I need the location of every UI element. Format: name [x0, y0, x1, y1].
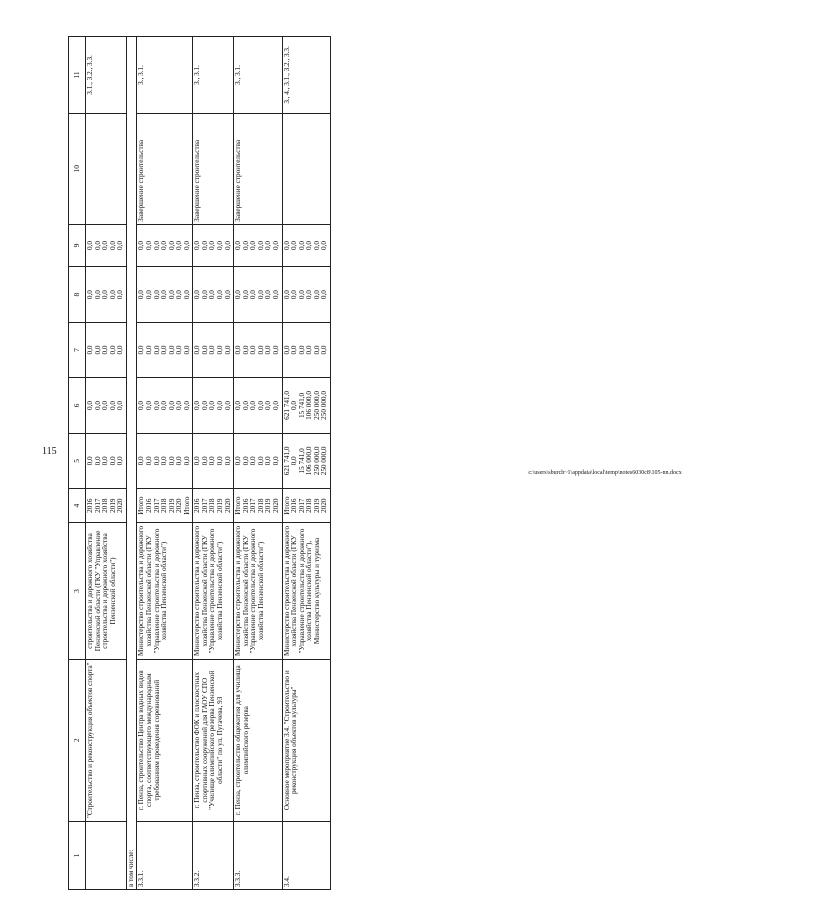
cell-value: 0,0 — [182, 456, 191, 466]
cell-value: 0,0 — [216, 400, 224, 410]
result-cell — [86, 113, 127, 224]
cell-value: 2020 — [175, 498, 184, 513]
cell-value: 2017 — [152, 498, 161, 513]
cell-value: 0,0 — [152, 345, 161, 355]
cell-value: 0,0 — [167, 456, 176, 466]
cell-value: 0,0 — [144, 456, 153, 466]
col8-cell — [137, 267, 193, 322]
cell-value: 0,0 — [200, 456, 209, 466]
cell-value: 0,0 — [116, 456, 125, 466]
cell-value: 0,0 — [182, 345, 191, 355]
measure-name: г. Пенза, строительство общежития для училища олимпийского резерва — [234, 659, 282, 821]
cell-value: 0,0 — [175, 345, 184, 355]
cell-value: 0,0 — [282, 290, 291, 300]
cell-value: 0,0 — [264, 290, 273, 300]
cell-value: 0,0 — [305, 241, 314, 251]
cell-value: 0,0 — [182, 241, 191, 251]
cell-value: 15 741,0 — [297, 448, 306, 474]
cell-value: 0,0 — [182, 290, 191, 300]
cell-value: 0,0 — [241, 241, 250, 251]
cell-value: 0,0 — [160, 456, 169, 466]
cell-value: 0,0 — [193, 400, 202, 410]
cell-value: 0,0 — [208, 456, 217, 466]
cell-value: 0,0 — [256, 456, 265, 466]
cell-value: 2018 — [305, 498, 314, 513]
col8-cell — [282, 267, 330, 322]
cell-value: 0,0 — [144, 345, 153, 355]
cell-value: 0,0 — [144, 400, 153, 410]
cell-value: 2016 — [86, 498, 94, 513]
cell-value: 0,0 — [271, 345, 280, 355]
cell-value: 0,0 — [320, 241, 329, 251]
cell-value: 0,0 — [312, 290, 321, 300]
cell-value: 2020 — [320, 498, 329, 513]
cell-value: 250 000,0 — [320, 391, 329, 420]
cell-value: 0,0 — [282, 345, 291, 355]
cell-value: 2016 — [144, 498, 153, 513]
col6-cell — [86, 378, 127, 433]
table-row — [234, 37, 282, 890]
measure-name: Основное мероприятие 3.4. "Строительство и реконструкция объектов культуры" — [282, 659, 330, 821]
cell-value: 0,0 — [175, 241, 184, 251]
cell-value: Итого — [282, 496, 291, 515]
cell-value: 0,0 — [116, 241, 125, 251]
table-row — [193, 37, 234, 890]
cell-value: 0,0 — [93, 345, 102, 355]
cell-value: 0,0 — [101, 400, 110, 410]
cell-value: 0,0 — [234, 241, 243, 251]
cell-value: 0,0 — [182, 400, 191, 410]
cell-value: 0,0 — [175, 456, 184, 466]
cell-value: 0,0 — [249, 290, 258, 300]
cell-value: 0,0 — [167, 290, 176, 300]
cell-value: 0,0 — [271, 456, 280, 466]
cell-value: 0,0 — [152, 400, 161, 410]
measure-name: г. Пенза, строительство Центра водных видов спорта, соответствующего международным требованиям проведения соревнований — [137, 659, 193, 821]
years-cell — [137, 489, 193, 523]
cell-value: 0,0 — [108, 290, 117, 300]
cell-value: 106 000,0 — [305, 391, 314, 420]
cell-value: 0,0 — [249, 400, 258, 410]
cell-value: 0,0 — [175, 400, 184, 410]
cell-value: 0,0 — [216, 290, 224, 300]
cell-value: 250 000,0 — [312, 446, 321, 476]
cell-value: 0,0 — [234, 345, 243, 355]
cell-value: 0,0 — [320, 290, 329, 300]
cell-value: 15 741,0 — [297, 392, 306, 419]
indicator-cell: 3., 4., 3.1., 3.2., 3.3. — [282, 37, 330, 114]
cell-value: 0,0 — [290, 345, 299, 355]
cell-value: 2019 — [264, 498, 273, 513]
cell-value: 0,0 — [93, 400, 102, 410]
cell-value: 106 000,0 — [305, 446, 314, 476]
cell-value: 2018 — [256, 498, 265, 513]
cell-value: 0,0 — [223, 456, 232, 466]
col5-cell — [234, 433, 282, 488]
cell-value: 0,0 — [144, 290, 153, 300]
cell-value: 0,0 — [200, 400, 209, 410]
header-cell: 8 — [69, 267, 86, 322]
cell-value: 0,0 — [137, 290, 146, 300]
header-cell: 3 — [69, 523, 86, 659]
cell-value: 0,0 — [208, 400, 217, 410]
cell-value: 0,0 — [282, 241, 291, 251]
page-number: 115 — [42, 446, 57, 457]
cell-value: 0,0 — [86, 400, 94, 410]
cell-value: 0,0 — [264, 241, 273, 251]
header-cell: 11 — [69, 37, 86, 114]
executor: Министерство строительства и дорожного хозяйства Пензенской области (ГКУ "Управление строительства и дорожного хозяйства Пензенской области") — [193, 523, 234, 659]
cell-value: 0,0 — [108, 456, 117, 466]
cell-value: 0,0 — [241, 290, 250, 300]
cell-value: 0,0 — [193, 456, 202, 466]
col5-cell — [282, 433, 330, 488]
header-cell: 1 — [69, 821, 86, 889]
indicator-cell: 3., 3.1. — [193, 37, 234, 114]
cell-value: 0,0 — [216, 241, 224, 251]
cell-value: 0,0 — [137, 456, 146, 466]
years-cell — [86, 489, 127, 523]
cell-value: Итого — [182, 496, 191, 515]
cell-value: 0,0 — [93, 456, 102, 466]
cell-value: 2016 — [193, 498, 202, 513]
cell-value: 621 741,0 — [282, 391, 291, 420]
indicator-cell: 3.1., 3.2., 3.3. — [86, 37, 127, 114]
cell-value: 0,0 — [234, 290, 243, 300]
col5-cell — [137, 433, 193, 488]
cell-value: 0,0 — [86, 290, 94, 300]
cell-value: 0,0 — [193, 290, 202, 300]
cell-value: 0,0 — [305, 345, 314, 355]
col6-cell — [234, 378, 282, 433]
cell-value: 0,0 — [264, 345, 273, 355]
cell-value: 0,0 — [116, 290, 125, 300]
cell-value: 0,0 — [101, 241, 110, 251]
cell-value: 2020 — [271, 498, 280, 513]
cell-value: 0,0 — [223, 290, 232, 300]
row-number: 3.3.3. — [234, 821, 282, 889]
header-cell: 6 — [69, 378, 86, 433]
cell-value: 0,0 — [160, 400, 169, 410]
cell-value: 0,0 — [216, 345, 224, 355]
cell-value: 0,0 — [160, 290, 169, 300]
cell-value: 0,0 — [223, 400, 232, 410]
cell-value: 0,0 — [137, 345, 146, 355]
measure-name: г. Пенза, строительство ФОК и плоскостных спортивных сооружений для ГАОУ СПО "Училище олимпийского резерва Пензенской области" по ул. Пугачева, 93 — [193, 659, 234, 821]
cell-value: 0,0 — [234, 456, 243, 466]
subheader-row — [126, 37, 137, 890]
cell-value: 0,0 — [200, 345, 209, 355]
cell-value: 0,0 — [167, 345, 176, 355]
cell-value: 2017 — [93, 498, 102, 513]
cell-value: 0,0 — [167, 400, 176, 410]
cell-value: 0,0 — [101, 290, 110, 300]
cell-value: 2016 — [241, 498, 250, 513]
cell-value: 0,0 — [167, 241, 176, 251]
cell-value: 0,0 — [312, 241, 321, 251]
cell-value: 0,0 — [234, 400, 243, 410]
row-number: 3.4. — [282, 821, 330, 889]
col7-cell — [282, 322, 330, 377]
col8-cell — [86, 267, 127, 322]
cell-value: 0,0 — [290, 241, 299, 251]
cell-value: 0,0 — [256, 345, 265, 355]
cell-value: Итого — [234, 496, 243, 515]
cell-value: 621 741,0 — [282, 446, 291, 476]
cell-value: 0,0 — [137, 400, 146, 410]
cell-value: 0,0 — [200, 241, 209, 251]
cell-value: 0,0 — [297, 290, 306, 300]
cell-value: 0,0 — [208, 290, 217, 300]
cell-value: 0,0 — [249, 456, 258, 466]
col8-cell — [193, 267, 234, 322]
cell-value: 0,0 — [256, 290, 265, 300]
header-cell: 9 — [69, 224, 86, 267]
table-row — [137, 37, 193, 890]
row-number: 3.3.2. — [193, 821, 234, 889]
table-row — [282, 37, 330, 890]
col9-cell — [137, 224, 193, 267]
col9-cell — [193, 224, 234, 267]
executor: Министерство строительства и дорожного хозяйства Пензенской области (ГКУ "Управление строительства и дорожного хозяйства Пензенской области") — [234, 523, 282, 659]
cell-value: 0,0 — [193, 241, 202, 251]
col9-cell — [86, 224, 127, 267]
header-row — [69, 37, 86, 890]
executor: Министерство строительства и дорожного хозяйства Пензенской области (ГКУ "Управление строительства и дорожного хозяйства Пензенской области") — [137, 523, 193, 659]
cell-value: 2020 — [223, 498, 232, 513]
result-cell: Завершение строительства — [137, 113, 193, 224]
cell-value: 0,0 — [175, 290, 184, 300]
cell-value: 0,0 — [305, 290, 314, 300]
cell-value: 0,0 — [271, 400, 280, 410]
col5-cell — [193, 433, 234, 488]
cell-value: 0,0 — [116, 345, 125, 355]
cell-value: 0,0 — [216, 456, 224, 466]
cell-value: 0,0 — [208, 345, 217, 355]
cell-value: 0,0 — [208, 241, 217, 251]
header-cell: 2 — [69, 659, 86, 821]
cell-value: 0,0 — [200, 290, 209, 300]
years-cell — [234, 489, 282, 523]
col7-cell — [234, 322, 282, 377]
budget-table — [68, 36, 331, 890]
cell-value: 0,0 — [160, 241, 169, 251]
cell-value: 0,0 — [256, 400, 265, 410]
cell-value: 2017 — [200, 498, 209, 513]
cell-value: 2019 — [312, 498, 321, 513]
cell-value: 2018 — [101, 498, 110, 513]
cell-value: 2017 — [297, 498, 306, 513]
cell-value: 0,0 — [152, 241, 161, 251]
measure-name: "Строительство и реконструкция объектов спорта" — [86, 659, 127, 821]
cell-value: 0,0 — [241, 456, 250, 466]
cell-value: 0,0 — [116, 400, 125, 410]
cell-value: 0,0 — [223, 241, 232, 251]
col7-cell — [193, 322, 234, 377]
cell-value: 2019 — [216, 498, 224, 513]
cell-value: 0,0 — [290, 456, 299, 466]
cell-value: 0,0 — [297, 345, 306, 355]
cell-value: 0,0 — [249, 241, 258, 251]
executor: строительства и дорожного хозяйства Пензенской области (ГКУ "Управление строительства и дорожного хозяйства Пензенской области") — [86, 523, 127, 659]
result-cell: Завершение строительства — [234, 113, 282, 224]
cell-value: 0,0 — [93, 290, 102, 300]
cell-value: 0,0 — [290, 290, 299, 300]
cell-value: 2016 — [290, 498, 299, 513]
years-cell — [282, 489, 330, 523]
cell-value: 0,0 — [86, 345, 94, 355]
header-cell: 7 — [69, 322, 86, 377]
cell-value: 0,0 — [290, 400, 299, 410]
cell-value: 0,0 — [223, 345, 232, 355]
cell-value: 0,0 — [108, 241, 117, 251]
cell-value: 2019 — [108, 498, 117, 513]
result-cell — [282, 113, 330, 224]
cell-value: 0,0 — [256, 241, 265, 251]
col9-cell — [282, 224, 330, 267]
header-cell: 10 — [69, 113, 86, 224]
result-cell: Завершение строительства — [193, 113, 234, 224]
indicator-cell: 3., 3.1. — [137, 37, 193, 114]
cell-value: 0,0 — [320, 345, 329, 355]
header-cell: 5 — [69, 433, 86, 488]
rotated-table-page — [68, 36, 580, 890]
cell-value: 0,0 — [86, 241, 94, 251]
cell-value: 0,0 — [86, 456, 94, 466]
cell-value: 0,0 — [271, 290, 280, 300]
cell-value: 0,0 — [101, 345, 110, 355]
executor: Министерство строительства и дорожного хозяйства Пензенской области (ГКУ "Управление строительства и дорожного хозяйства Пензенской области"), Министерство культуры и туризма — [282, 523, 330, 659]
header-cell: 4 — [69, 489, 86, 523]
col6-cell — [137, 378, 193, 433]
cell-value: 2017 — [249, 498, 258, 513]
cell-value: 2019 — [167, 498, 176, 513]
col5-cell — [86, 433, 127, 488]
cell-value: 0,0 — [271, 241, 280, 251]
cell-value: 250 000,0 — [320, 446, 329, 476]
col7-cell — [137, 322, 193, 377]
cell-value: 0,0 — [241, 345, 250, 355]
cell-value: 0,0 — [137, 241, 146, 251]
cell-value: 0,0 — [93, 241, 102, 251]
row-number: 3.3.1. — [137, 821, 193, 889]
cell-value: 0,0 — [101, 456, 110, 466]
cell-value: 0,0 — [152, 290, 161, 300]
cell-value: 0,0 — [249, 345, 258, 355]
cell-value: 0,0 — [193, 345, 202, 355]
cell-value: 0,0 — [108, 400, 117, 410]
cell-value: 2018 — [160, 498, 169, 513]
cell-value: 0,0 — [108, 345, 117, 355]
table-row — [86, 37, 127, 890]
cell-value: 0,0 — [312, 345, 321, 355]
col7-cell — [86, 322, 127, 377]
cell-value: Итого — [137, 496, 146, 515]
cell-value: 2020 — [116, 498, 125, 513]
indicator-cell: 3., 3.1. — [234, 37, 282, 114]
col6-cell — [282, 378, 330, 433]
col6-cell — [193, 378, 234, 433]
cell-value: 2018 — [208, 498, 217, 513]
cell-value: 0,0 — [160, 345, 169, 355]
years-cell — [193, 489, 234, 523]
cell-value: 250 000,0 — [312, 391, 321, 420]
col8-cell — [234, 267, 282, 322]
cell-value: 0,0 — [297, 241, 306, 251]
cell-value: 0,0 — [152, 456, 161, 466]
row-number — [86, 821, 127, 889]
subheader-cell: в том числе: — [126, 37, 137, 890]
cell-value: 0,0 — [144, 241, 153, 251]
cell-value: 0,0 — [264, 400, 273, 410]
cell-value: 0,0 — [241, 400, 250, 410]
footer-file-path: c:\users\sburch~1\appdata\local\temp\notes6030c8\105-nn.docx — [528, 470, 682, 476]
cell-value: 0,0 — [264, 456, 273, 466]
col9-cell — [234, 224, 282, 267]
